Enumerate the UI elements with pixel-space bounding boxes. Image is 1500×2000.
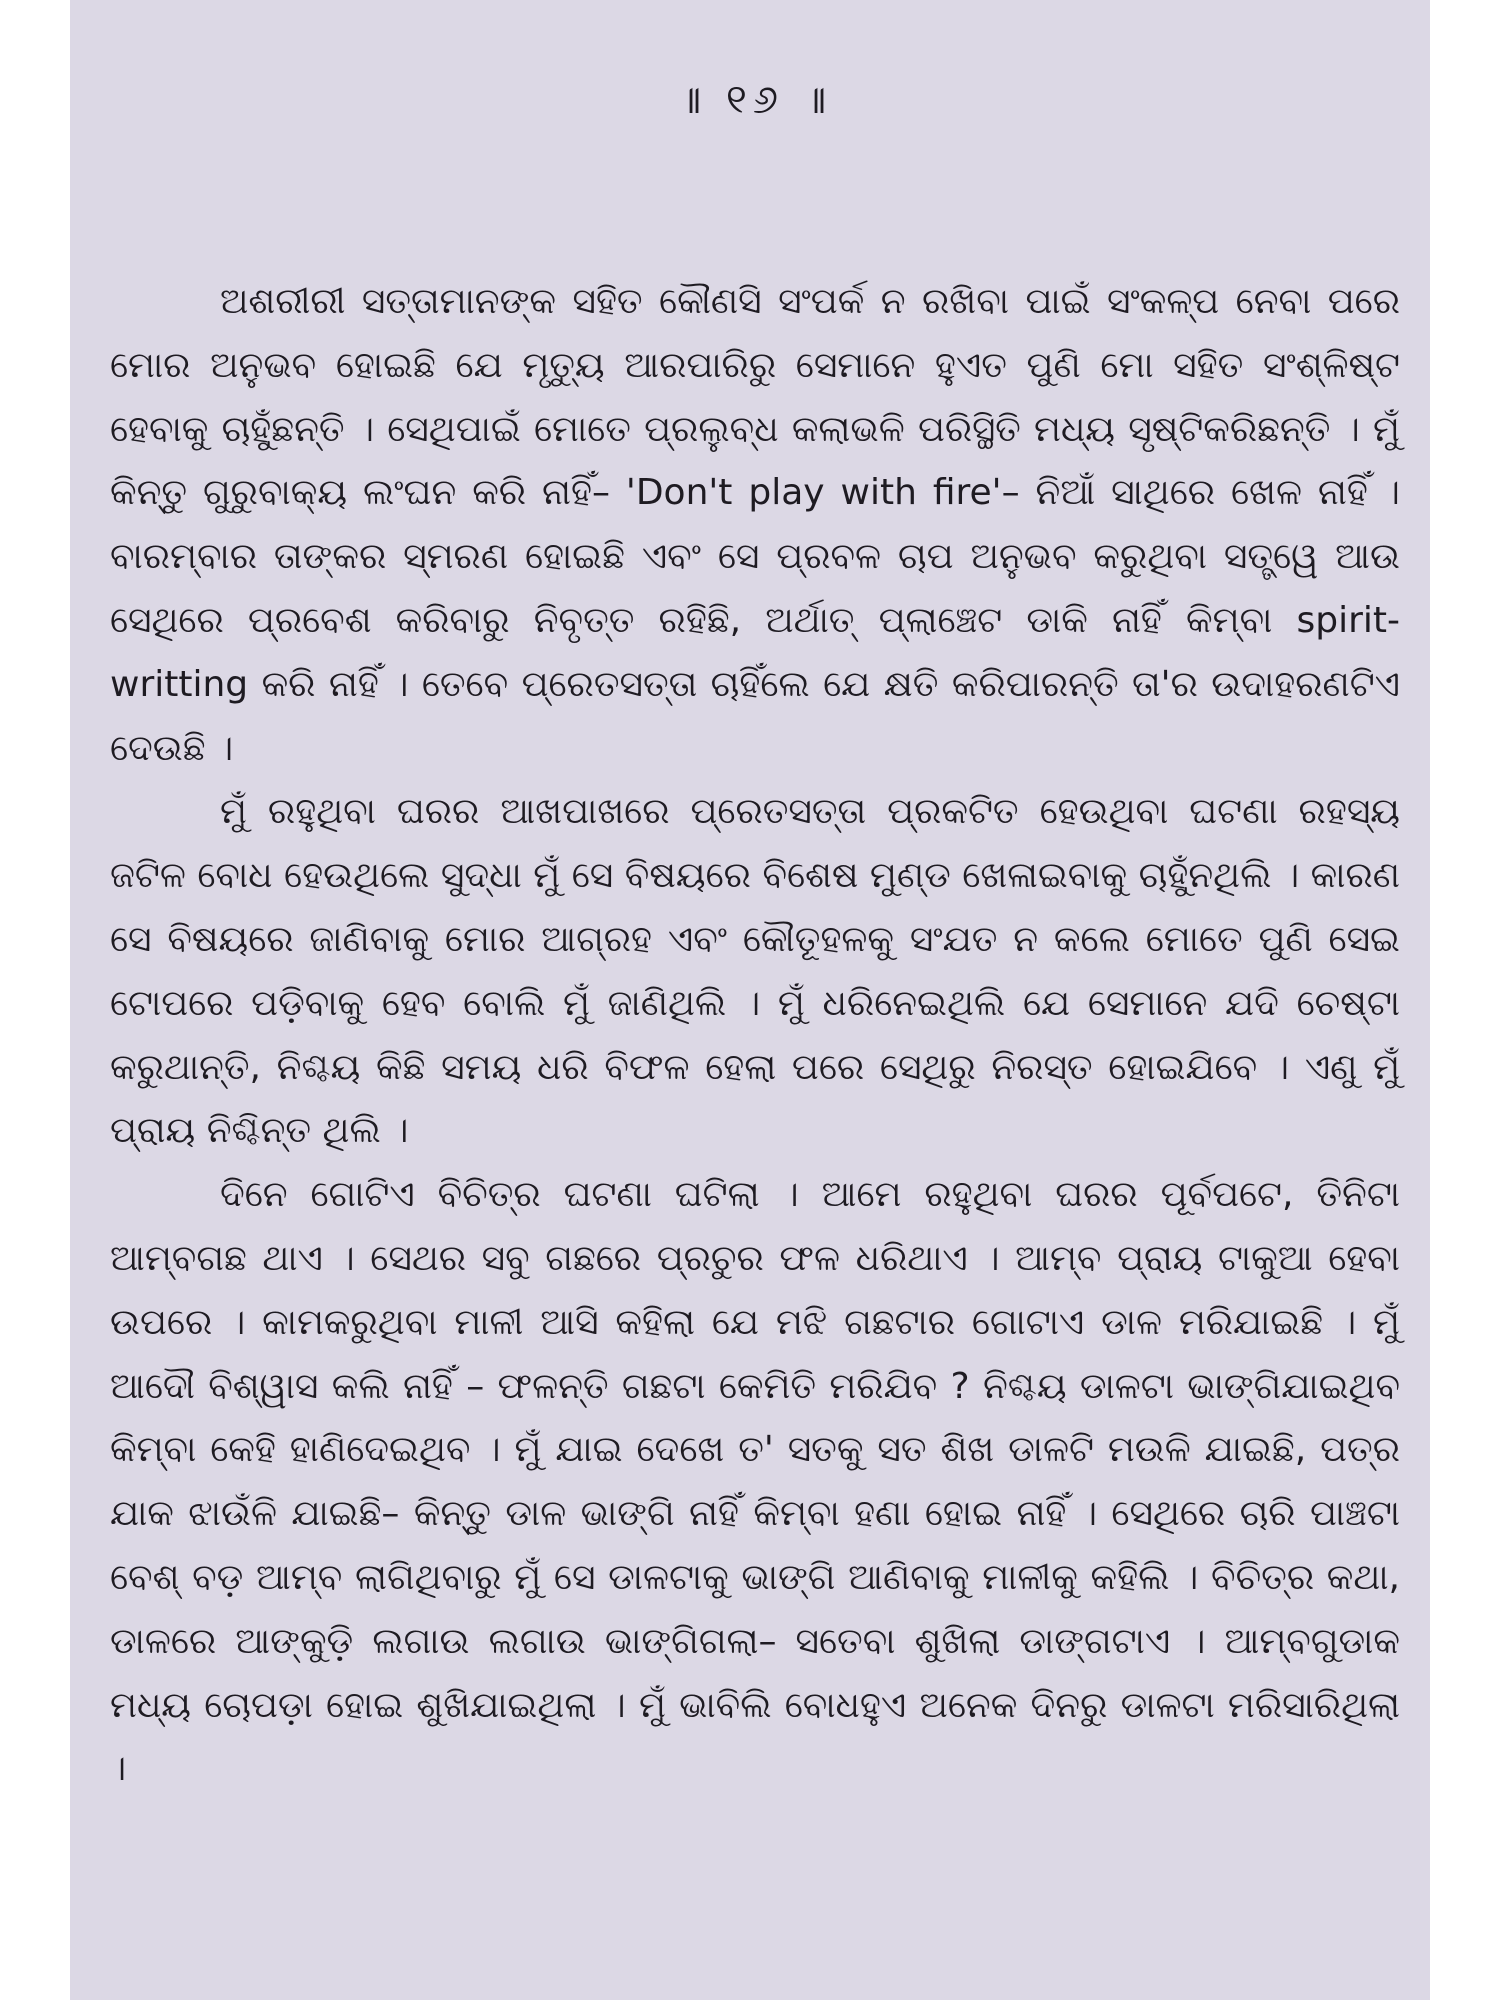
page-number: ॥ ୧୬ ॥ (677, 77, 833, 123)
paragraph-3: ଦିନେ ଗୋଟିଏ ବିଚିତ୍ର ଘଟଣା ଘଟିଲା । ଆମେ ରହୁଥିବା ଘରର ପୂର୍ବପଟେ, ତିନିଟା ଆମ୍ବଗଛ ଥାଏ । ସେଥର ସବୁ ଗଛରେ ପ୍ରଚୁର ଫଳ ଧରିଥାଏ । ଆମ୍ବ ପ୍ରାୟ ଟାକୁଆ ହେବା ଉପରେ । କାମକରୁଥିବା ମାଳୀ ଆସି କହିଲା ଯେ ମଝି ଗଛଟାର ଗୋଟାଏ ଡାଳ ମରିଯାଇଛି । ମୁଁ ଆଦୌ ବିଶ୍ୱାସ କଲି ନାହିଁ – ଫଳନ୍ତି ଗଛଟା କେମିତି ମରିଯିବ ? ନିଶ୍ଚୟ ଡାଳଟା ଭାଙ୍ଗିଯାଇଥିବ କିମ୍ବା କେହି ହାଣିଦେଇଥିବ । ମୁଁ ଯାଇ ଦେଖେ ତ' ସତକୁ ସତ ଶିଖ ଡାଳଟି ମଉଳି ଯାଇଛି, ପତ୍ର ଯାକ ଝାଉଁଳି ଯାଇଛି– କିନ୍ତୁ ଡାଳ ଭାଙ୍ଗି ନାହିଁ କିମ୍ବା ହଣା ହୋଇ ନାହିଁ । ସେଥିରେ ଚାରି ପାଞ୍ଚଟା ବେଶ୍ ବଡ଼ ଆମ୍ବ ଲାଗିଥିବାରୁ ମୁଁ ସେ ଡାଳଟାକୁ ଭାଙ୍ଗି ଆଣିବାକୁ ମାଳୀକୁ କହିଲି । ବିଚିତ୍ର କଥା, ଡାଳରେ ଆଙ୍କୁଡ଼ି ଲଗାଉ ଲଗାଉ ଭାଙ୍ଗିଗଲା– ସତେବା ଶୁଖିଲା ଡାଙ୍ଗଟାଏ । ଆମ୍ବଗୁଡାକ ମଧ୍ୟ ଚୋପଡ଼ା ହୋଇ ଶୁଖିଯାଇଥିଲା । ମୁଁ ଭାବିଲି ବୋଧହୁଏ ଅନେକ ଦିନରୁ ଡାଳଟା ମରିସାରିଥିଲା । (110, 1174, 1400, 1790)
paragraph-1: ଅଶରୀରୀ ସତ୍ତାମାନଙ୍କ ସହିତ କୌଣସି ସଂପର୍କ ନ ରଖିବା ପାଇଁ ସଂକଳ୍ପ ନେବା ପରେ ମୋର ଅନୁଭବ ହୋଇଛି ଯେ ମୃତ୍ୟୁ ଆରପାରିରୁ ସେମାନେ ହୁଏତ ପୁଣି ମୋ ସହିତ ସଂଶ୍ଳିଷ୍ଟ ହେବାକୁ ଚାହୁଁଛନ୍ତି । ସେଥିପାଇଁ ମୋତେ ପ୍ରଲୁବ୍ଧ କଲାଭଳି ପରିସ୍ଥିତି ମଧ୍ୟ ସୃଷ୍ଟିକରିଛନ୍ତି । ମୁଁ କିନ୍ତୁ ଗୁରୁବାକ୍ୟ ଲଂଘନ କରି ନାହିଁ– 'Don't play with fire'– ନିଆଁ ସାଥିରେ ଖେଳ ନାହିଁ । ବାରମ୍ବାର ତାଙ୍କର ସ୍ମରଣ ହୋଇଛି ଏବଂ ସେ ପ୍ରବଳ ଚାପ ଅନୁଭବ କରୁଥିବା ସତ୍ତ୍ୱେ ଆଉ ସେଥିରେ ପ୍ରବେଶ କରିବାରୁ ନିବୃତ୍ତ ରହିଛି, ଅର୍ଥାତ୍ ପ୍ଲାଞ୍ଚେଟ ଡାକି ନାହିଁ କିମ୍ବା spirit-writting କରି ନାହିଁ । ତେବେ ପ୍ରେତସତ୍ତା ଚାହିଁଲେ ଯେ କ୍ଷତି କରିପାରନ୍ତି ତା'ର ଉଦାହରଣଟିଏ ଦେଉଛି । (110, 281, 1400, 769)
paragraph-2: ମୁଁ ରହୁଥିବା ଘରର ଆଖପାଖରେ ପ୍ରେତସତ୍ତା ପ୍ରକଟିତ ହେଉଥିବା ଘଟଣା ରହସ୍ୟ ଜଟିଳ ବୋଧ ହେଉଥିଲେ ସୁଦ୍ଧା ମୁଁ ସେ ବିଷୟରେ ବିଶେଷ ମୁଣ୍ଡ ଖେଳାଇବାକୁ ଚାହୁଁନଥିଲି । କାରଣ ସେ ବିଷୟରେ ଜାଣିବାକୁ ମୋର ଆଗ୍ରହ ଏବଂ କୌତୂହଳକୁ ସଂଯତ ନ କଲେ ମୋତେ ପୁଣି ସେଇ ଟୋପରେ ପଡ଼ିବାକୁ ହେବ ବୋଲି ମୁଁ ଜାଣିଥିଲି । ମୁଁ ଧରିନେଇଥିଲି ଯେ ସେମାନେ ଯଦି ଚେଷ୍ଟା କରୁଥାନ୍ତି, ନିଶ୍ଚୟ କିଛି ସମୟ ଧରି ବିଫଳ ହେଲା ପରେ ସେଥିରୁ ନିରସ୍ତ ହୋଇଯିବେ । ଏଣୁ ମୁଁ ପ୍ରାୟ ନିଶ୍ଚିନ୍ତ ଥିଲି । (110, 791, 1400, 1152)
book-page (70, 0, 1430, 2000)
